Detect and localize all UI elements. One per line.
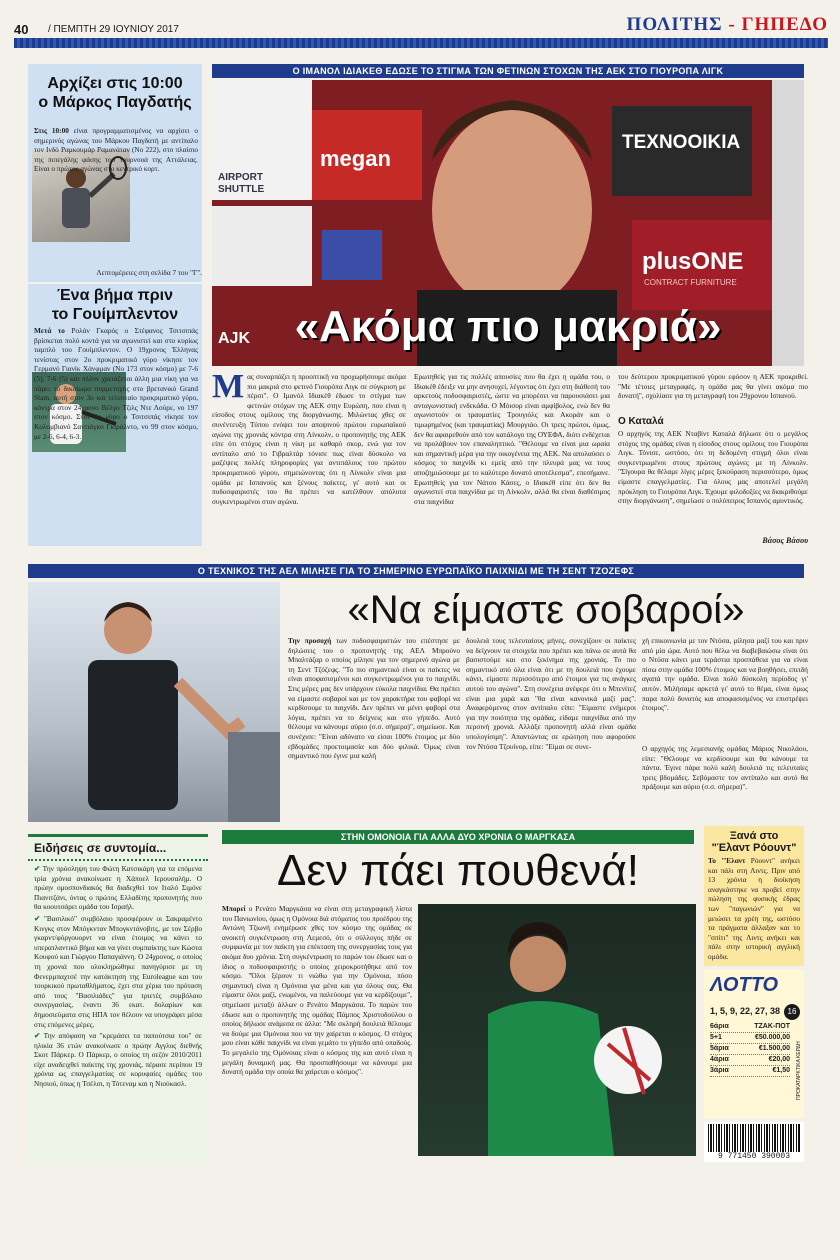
ael-col-2: δουλειά τους τελευταίους μήνες, συνεχίζουν οι παίκτες να δείχνουν τα στοιχεία που πρέπει και πάνω σε αυτά θα βασιστούμε και στο ξεκίνημα της χρονιάς. Το πιο σημαντικό από όλα είναι ότι με τη δουλειά που έχουμε κάνει, είμαστε περισσότερο από έτοιμοι για τις ανάγκες αυτού του αγώνα". Στη συνέχεια ανέφερε ότι ο Μπενίτεζ είναι μια χαρά και "θα είναι κανονικά μαζί μας". Αναφερόμενος στον αντίπαλο είπε: "Είμαστε ενήμεροι για την ποιότητα της ομάδας, είδαμε παιχνίδια από την περσινή χρονιά. Αλλάξε προπονητή αλλά είναι ομάδα υπολογίσιμη". Απαντώντας σε ερώτηση που αφορούσε τον Ντόσα Τζουίνορ, είπε: "Είμαι σε συνε- [466, 636, 636, 751]
lotto-row: 3άρια €1,50 [710, 1066, 790, 1077]
lotto-side-label: ΠΡΟΚΑΤΑΡΚΤΙΚΑ ΚΕΡΔΗ [796, 1041, 802, 1100]
elland-title: Ξανά στο "Έλαντ Ρόουντ" [711, 830, 797, 854]
aek-col-3-text: του δεύτερου προκριματικού γύρου εφόσον η ΑΕΚ προκριθεί. "Με τέτοιες μεταγραφές, η ομάδα μας θα γίνει ακόμα πιο δυνατή", σχολίασε για τη μεταγραφή του 29χρονου Ισπανού. [618, 372, 808, 401]
omonia-headline: Δεν πάει πουθενά! [276, 846, 640, 895]
ael-col-3 [642, 636, 808, 824]
ad-airport: AIRPORT [218, 172, 263, 183]
ad-ajk: AJK [218, 330, 251, 347]
news-brief-title: Ειδήσεις σε συντομία... [28, 837, 208, 861]
ael-col-1 [288, 636, 460, 824]
sidebar-wimbledon-title [28, 286, 202, 324]
player-illustration [418, 904, 696, 1156]
ael-col-3b-text: Ο αρχηγός της λεμεσιανής ομάδας Μάριος Νικολάου, είπε: "Θέλουμε να κερδίσουμε και θα κάνουμε τα πάντα. Έγινε πάρα πολύ καλή δουλειά τις τελευταίες τρεις βδομάδες. Σεβόμαστε τον αντίπαλο και αυτό θα πράξουμε και αύριο (σ.σ. σήμερα)". [642, 744, 808, 792]
aek-col-2: Ερωτηθείς για τις πολλές απουσίες που θα έχει η ομάδα του, ο Ιδιακέθ έδειξε να μην ανησυχεί, λέγοντας ότι έχει στη διάθεσή του αρκετούς ποδοσφαιριστές, ώστε να μπορέσει να παρουσιάσει μια ανταγωνιστική ενδεκάδα. Ο Μόισορ είναι αμφίβολος, ενώ δεν θα αγωνιστούν οι τραυματίες Τρουγιόλς και Ακοράν και ο τιμωρημένος (και τραυματίας) Μουργιάο. Οι τρεις πρώτοι, όμως, δεν θα αφαιρεθούν από τον κατάλογο της ΟΥΕΦΑ, διότι ενδέχεται να προλάβουν τον επαναληπτικό. "Θέλουμε να είναι μια ωραία και σημαντική μέρα για την οικογένεια της ΑΕΚ. Να απολαύσει ο κόσμος το παιχνίδι κι εμείς από την πλευρά μας να τους αποζημιώσουμε με το καλύτερο δυνατό αποτέλεσμα", επεσήμανε. Ερωτηθείς για τον Νάτσο Κάσες, ο Ιδιακέθ είπε ότι δεν θα αγωνιστεί στα παιχνίδια με τη Λίνκολν, αλλά θα είναι διαθέσιμος στα παιχνίδια [414, 372, 610, 506]
omonia-body [222, 904, 412, 1158]
col-text: των ποδοσφαιριστών του επέστησε με δηλώσεις του ο προπονητής της ΑΕΛ Μπρούνο Μπαλτάζαρ ο οποίος μίλησε για τον σημερινό αγώνα με τη Σεντ Τζόζεφς. "Το πιο σημαντικό είναι οι παίκτες να είναι αποφασισμένοι και συγκεντρωμένοι για το παιχνίδι. Στις μέρες μας δεν υπάρχουν εύκολα παιχνίδια. Θα πρέπει να είμαστε σοβαροί και με τον χαρακτήρα του φαβορί να κερδίσουμε το παιχνίδι. Δεν πρέπει να μένει φαβορί στα λόγια, πρέπει να το δείχνεις και στο γήπεδο. Αυτό θέλουμε να κάνουμε αύριο (σ.σ. σήμερα)", σημείωσε. Και συνέχισε: "Είναι αδύνατο να είσαι 100% έτοιμος με δύο εβδομάδες προετοιμασία και δύο φιλικά. Όμως είναι σημαντικό που έγινε μια καλή [288, 636, 460, 761]
ael-col-3-text: χή επικοινωνία με τον Ντόσα, μίλησα μαζί του και πριν από μία ώρα. Αυτό που θέλω να διαβεβαιώσω είναι ότι ο Ντόσα κάνει μια τεράστια προσπάθεια για να είναι πίσω στην ομάδα 100% έτοιμος και να βοηθήσει, επειδή αγαπά την ομάδα. Είναι πολύ δύσκολη περίοδος γι' αυτόν. Μιλήσαμε αρκετά γι' αυτό το θέμα, είναι όμως παρα πολύ δυνατός και αποφασισμένος να επιστρέψει έτοιμος". [642, 636, 808, 713]
news-item: ✔ Την πρόσληψη του Φώτη Κατσικάρη για τα επόμενα τρία χρόνια ανακοίνωσε η Χάποελ Ιερουσαλήμ. Ο πρώην ομοσπονδιακός θα διαδεχθεί τον Ιταλό Σιμόνε Πιανιτζάνι, όντας ο πρώτος Ελλαδίτης προπονητής που θα κοουτσάρει ομάδα του Ισραήλ. [34, 864, 202, 912]
page-number: 40 [14, 22, 29, 37]
lead-words: Το "Έλαντ [708, 856, 746, 865]
header-rule [14, 38, 828, 48]
sidebar-tennis [28, 64, 202, 282]
body-text: ο Ρενάτο Μαργκάσα να είναι στη μεταγραφική λίστα του Πανιωνίου, όμως η Ομόνοια διά στόματος του προέδρου της Αντώνη Τζιωνή ενημέρωσε χθες τον κόσμο της ομάδας σε ανοικτή συγκέντρωση στη Λεμεσό, ότι ο σύλλογος πήδε σε συμφωνία με τον παίκτη για επέκταση της συνεργασίας τους για ακόμα δυο χρόνια. Στη συγκέντρωση το παρών του έδωσε και ο ίδιος ο ποδοσφαιριστής ο οποίος χειροκροτήθηκε από τον κόσμο. "Όλοι ξέρουν τι νιώθω για την Ομόνοια, πόσο σημαντική είναι η Ομόνοια για μένα και για όλους σας. Θα είμαστε όλοι μαζί, ενωμένοι, να παλεύουμε για να κερδίζουμε", σημείωσε μεταξύ άλλων ο Ρενάτο Μαργκάσα. Το παρών του έδωσε και ο προπονητής της ομάδας Πάμπος Χριστοδούλου ο οποίος δήλωσε ανάμεσα σε άλλα: "Με σκληρή δουλειά θέλουμε να δούμε μια Ομόνοια που να την χαίρεται ο κόσμος. Ο στόχος μου είναι κάθε παιχνίδι να είναι γεμάτο το γήπεδο από οπαδούς. Το μεγαλείο της Ομόνοιας είναι ο κόσμος της και αυτό είναι η μεγάλη δυναμική μας. Θα προσπαθήσουμε να κάνουμε μια δυνατή ομάδα την οποία θα χαίρεται ο κόσμος". [222, 904, 412, 1077]
sidebar-wimbledon [28, 284, 202, 546]
sidebar-wimbledon-body [34, 326, 198, 540]
title-line-2: το Γουίμπλεντον [51, 306, 179, 323]
brand-separator: - [728, 14, 736, 35]
elland-body [704, 854, 804, 961]
lotto-box [704, 970, 804, 1118]
aek-col-3b-text: Ο αρχηγός της ΑΕΚ Νταβίντ Καταλά δήλωσε ότι ο μεγάλος στόχος της ομάδας είναι η είσοδος στους ομίλους του Γιουρόπα Λιγκ. Τόνισε, ωστόσο, ότι τη δεδομένη στιγμή όλοι είναι συγκεντρωμένοι στους πρώτους αγώνες με τη Λίνκολν. "Σίγουρα θα θέλαμε λίγες μέρες ξεκούραση περισσότερο, όμως είμαστε επαγγελματίες. Για όλους μας αποτελεί μεγάλη πρόκληση το Γιουρόπα Λιγκ. Έχουμε φιλοδοξίες να διακριθούμε στην διοργάνωση", σημείωσε ο πολύπειρος Ισπανός αμυντικός. [618, 429, 808, 506]
lead-words: Στις 10:00 [34, 126, 69, 135]
body-text: Ρολάν Γκαρός ο Στέφανος Τσιτσιπάς βρίσκεται πολύ κοντά για να αγωνιστεί και στο κυρίως ταμπλό του Γουίμπλεντον. Ο 19χρονος Έλληνας τενίστας στον 2ο προκριματικό γύρο νίκησε τον Γερμανό Γιανίκ Χάνφμαν (Νο 173 στον κόσμο) με 7-6 (5), 7-6 (5) και πλέον χρειάζεται άλλη μια νίκη για να πάρει το δικαίωμα συμμετοχής στο βρετανικό Grand Slam, αυτή στον 3ο και τελευταίο προκριματικό γύρο, κόντρα στον 24χρονο Βέλγο Τζιλς Ντε Λούρε, νο 197 στον κόσμο. Στον 1ο γύρο ο Τσιτσιπάς νίκησε τον Κολομβιανό Σαντιάγκο Γκιράλντο, νο 99 στον κόσμο, με 2-6, 6-4, 6-3. [34, 326, 198, 441]
lotto-row: 6άρια ΤΖΑΚ-ΠΟΤ [710, 1022, 790, 1033]
section-brand [627, 14, 828, 36]
lead-words: Την προσοχή [288, 636, 332, 645]
aek-col-3 [618, 372, 808, 552]
omonia-banner: ΣΤΗΝ ΟΜΟΝΟΙΑ ΓΙΑ ΑΛΛΑ ΔΥΟ ΧΡΟΝΙΑ Ο ΜΑΡΓΚΑΣΑ [222, 830, 694, 844]
title-line-2: ο Μάρκος Παγδατής [38, 94, 192, 111]
lotto-prize-table [710, 1022, 790, 1077]
barcode-digits: 9 771450 390003 [717, 1152, 790, 1161]
coach-illustration [28, 582, 280, 822]
aek-col-1 [212, 368, 406, 552]
ael-banner: Ο ΤΕΧΝΙΚΟΣ ΤΗΣ ΑΕΛ ΜΙΛΗΣΕ ΓΙΑ ΤΟ ΣΗΜΕΡΙΝΟ ΕΥΡΩΠΑΪΚΟ ΠΑΙΧΝΙΔΙ ΜΕ ΤΗ ΣΕΝΤ ΤΖΟΖΕΦΣ [28, 564, 804, 578]
lotto-numbers: 1, 5, 9, 22, 27, 38 [710, 1006, 781, 1016]
aek-banner: Ο ΙΜΑΝΟΛ ΙΔΙΑΚΕΘ ΕΔΩΣΕ ΤΟ ΣΤΙΓΜΑ ΤΩΝ ΦΕΤΙΝΩΝ ΣΤΟΧΩΝ ΤΗΣ ΑΕΚ ΣΤΟ ΓΙΟΥΡΟΠΑ ΛΙΓΚ [212, 64, 804, 78]
body-text: είναι προγραμματισμένος να αρχίσει ο σημερινός αγώνας του Μάρκου Παγδατή με αντίπαλο τον Ινδό Ραμκουμάρ Ραμανάταν (Νο 222), στο πλαίσιο της πιπεγάλης φάσης του τουρνουά της Αττάλειας. Είναι ο πρώτος αγώνας στο κεντρικό κορτ. [34, 126, 198, 174]
brand-name: ΠΟΛΙΤΗΣ [626, 14, 723, 35]
title-line-1: Ένα βήμα πριν [57, 287, 173, 304]
ad-contract: CONTRACT FURNITURE [644, 278, 737, 287]
body-text: Ρόουντ" ανήκει και πάλι στη Λιντς. Πριν από 13 χρόνια η διοίκηση αναγκάστηκε να προβεί στην πώληση της φυσικής έδρας των "παγωνιών" για να μειώσει τα χρέη της, ωστόσο τα πράγματα άλλαξαν και το "σπίτι" της Λιντς ανήκει και πάλι στην ιστορική αγγλική ομάδα. [708, 856, 800, 961]
news-item: ✔ "Βασιλικό" συμβόλαιο προσφέρουν οι Σακραμέντο Κινγκς στον Μπόγκνταν Μπογκντάνοβιτς, με τον Σέρβο γκαρντ/φόργουορντ να είναι έτοιμος να κάνει το υπερατλαντικό βήμα και να γίνει συμπαίκτης των Κώστα Κουφού και Γιώργου Παπαγιάννη. Ο 24χρονος, ο οποίος τη χρονιά που ολοκληρώθηκε πανηγύρισε με τη Φενερμπαχτσέ την κατάκτηση της Euroleague και του τουρκικού πρωταθλήματος, έχει στα χέρια του πρόταση από τους "Βασιλιάδες" για τριετές συμβόλαιο συνεργασίας, έναντι 36 εκατ. δολαρίων και δημοσιεύματα στις ΗΠΑ τον θέλουν να υπογράφει μέσα στις επόμενες μέρες. [34, 913, 202, 1029]
barcode-bars [708, 1124, 800, 1152]
lead-words: Μετά το [34, 326, 65, 335]
ael-headline: «Να είμαστε σοβαροί» [347, 588, 745, 632]
baltazar-photo [28, 582, 280, 822]
sidebar-tennis-body [34, 126, 198, 274]
check-icon: ✔ [34, 1031, 44, 1041]
news-brief-list [28, 861, 208, 1161]
brand-section: ΓΗΠΕΔΟ [741, 14, 828, 35]
lotto-row: 5+1 €50.000,00 [710, 1033, 790, 1044]
sidebar-elland [704, 826, 804, 966]
lotto-row: 4άρια €20,00 [710, 1055, 790, 1066]
news-brief [28, 834, 208, 1164]
lotto-logo: ΛΟΤΤΟ [710, 974, 779, 996]
aek-subhead: Ο Καταλά [618, 416, 664, 427]
news-item: ✔ Την απόφαση να "κρεμάσει τα παπούτσια του" σε ηλικία 36 ετών ανακοίνωσε ο πρώην Αγγλος διεθνής Σκοτ Πάρκερ. Ο Πάρκερ, ο οποίος τη σεζόν 2010/2011 είχε αναδειχθεί παίκτης της χρονιάς, πέρασε περίπου 19 χρόνια ως επαγγελματίας σε κορυφαίες ομάδες του Νησιού, όπως η Τσέλσι, η Τότεναμ και η Νιούκασλ. [34, 1031, 202, 1089]
barcode [704, 1122, 804, 1162]
check-icon: ✔ [34, 864, 43, 873]
issue-date: / ΠΕΜΠΤΗ 29 ΙΟΥΝΙΟΥ 2017 [48, 24, 179, 35]
ad-shuttle: SHUTTLE [218, 184, 265, 195]
lead-words: Μπορεί [222, 904, 246, 913]
ad-plusone: plusONE [642, 248, 744, 275]
sidebar-tennis-more: Λεπτομέρειες στη σελίδα 7 του "Γ". [96, 268, 202, 277]
aek-dropcap: Μ [212, 368, 245, 405]
sidebar-tennis-title [28, 74, 202, 112]
col-text: ας συναρπάζει η προοπτική να προχωρήσουμε ακόμα πιο μακριά στο φετινό Γιουρόπα Λιγκ σε σύγκριση με πέρσι". Ο Ιμανόλ Ιδιακέθ έδωσε το στίγμα των φετινών στόχων της ΑΕΚ στην Ευρώπη, που είναι η είσοδος στους ομίλους της διοργάνωσης. Μιλώντας χθες σε συνέντευξη Τύπου ενόψει του αποψινού πρώτου ευρωπαϊκού αγώνα της χρονιάς κόντρα στη Λίνκολν, ο προπονητής της ΑΕΚ είπε ότι στόχος είναι η νίκη με καθαρό σκορ, ενώ για τον αντίπαλο από το Γιβραλτάρ τόνισε πως είναι δύσκολο να μαζέψεις πολλές πληροφορίες για αντιπάλους του πρώτου προκριματικού γύρου, σημειώνοντας ότι η Λίνκολν είναι μια ομάδα με Ισπανούς και ξένους παίκτες, γι' αυτό και οι ποδοσφαιριστές του θα πρέπει να κατέλθουν απόλυτα συγκεντρωμένοι στον αγώνα. [212, 372, 406, 506]
aek-headline: «Ακόμα πιο μακριά» [294, 302, 722, 351]
idiakez-photo [212, 80, 804, 366]
ad-megan: megan [320, 146, 391, 171]
lotto-draw-badge: 16 [784, 1004, 800, 1020]
aek-byline: Βάσος Βάσου [762, 536, 808, 545]
check-icon: ✔ [34, 913, 44, 923]
margkasa-photo [418, 904, 696, 1156]
lotto-row: 5άρια €1.500,00 [710, 1044, 790, 1055]
ad-texnooikia: ΤΕΧΝΟΟΙΚΙΑ [622, 132, 741, 153]
title-line-1: Αρχίζει στις 10:00 [47, 75, 183, 92]
